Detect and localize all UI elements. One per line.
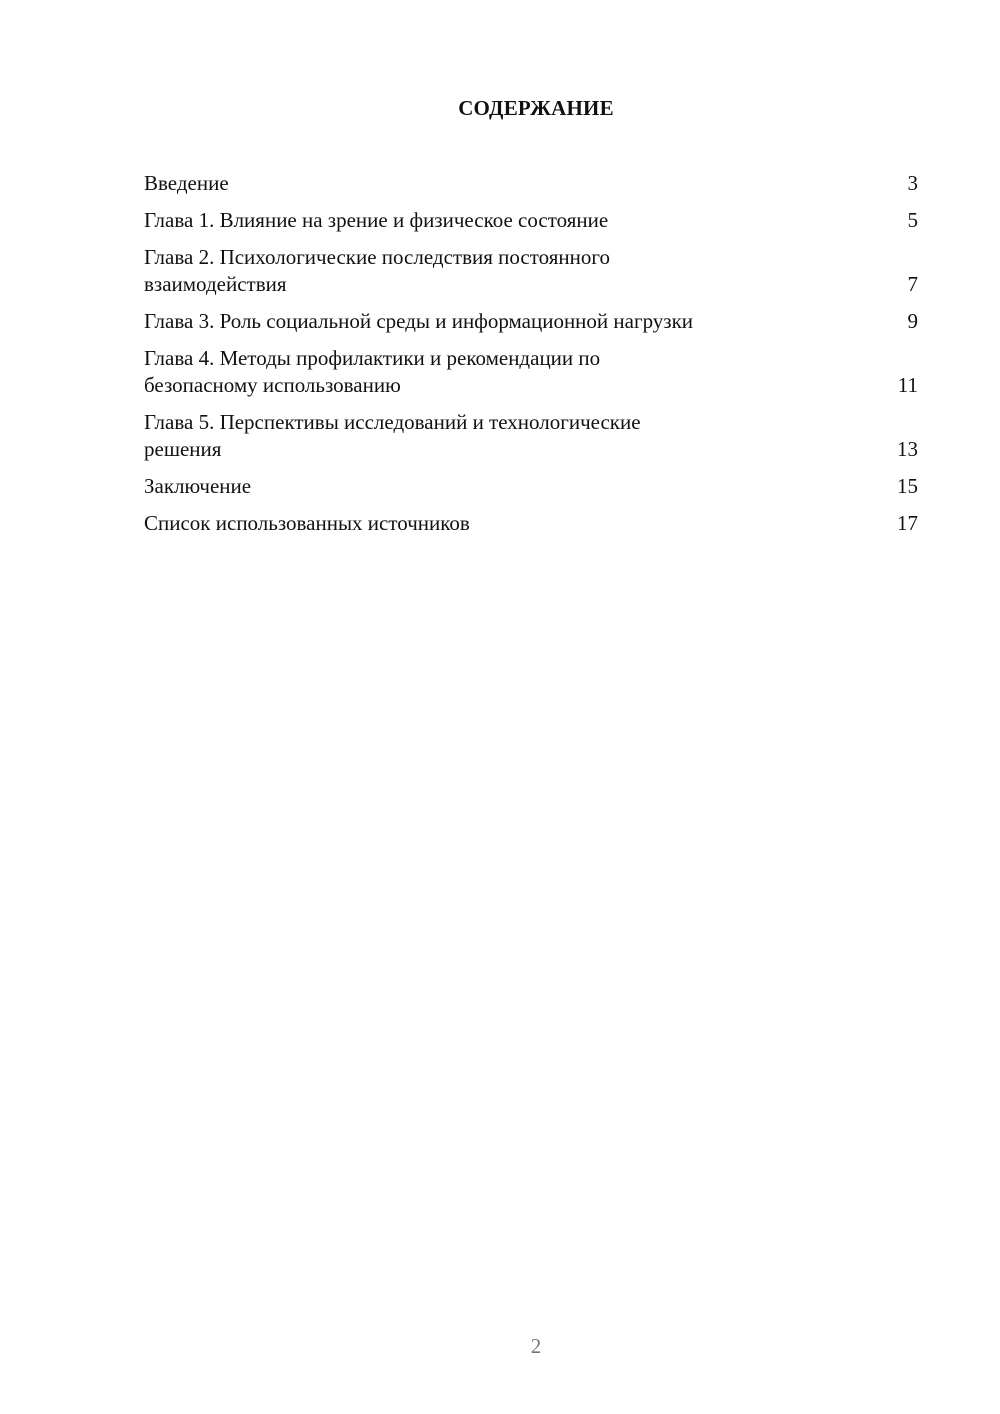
toc-entry-page: 13 — [897, 437, 918, 461]
toc-entry-chapter-4 — [144, 345, 918, 399]
toc-entry-label: Заключение — [144, 474, 252, 498]
toc-entry-label: Глава 5. Перспективы исследований и технологические решения — [144, 410, 641, 461]
toc-entry-page: 5 — [907, 208, 918, 232]
toc-entry-label: Глава 1. Влияние на зрение и физическое состояние — [144, 208, 609, 232]
page-title: СОДЕРЖАНИЕ — [458, 96, 614, 120]
toc-entry-chapter-5 — [144, 409, 918, 463]
toc-entry-references — [144, 510, 918, 537]
toc-entry-page: 15 — [897, 474, 918, 498]
toc-entry-page: 9 — [907, 309, 918, 333]
toc-entry-chapter-2 — [144, 244, 918, 298]
toc-entry-page: 3 — [907, 171, 918, 195]
toc-entry-label: Список использованных источников — [144, 511, 470, 535]
toc-entry-label: Введение — [144, 171, 229, 195]
toc-entry-conclusion — [144, 473, 918, 500]
toc-entry-introduction — [144, 170, 918, 197]
toc-entry-label: Глава 3. Роль социальной среды и информационной нагрузки — [144, 309, 694, 333]
toc-entry-label: Глава 2. Психологические последствия постоянного взаимодействия — [144, 245, 610, 296]
toc-entry-chapter-3 — [144, 308, 918, 335]
toc-entry-page: 17 — [897, 511, 918, 535]
toc-entry-page: 7 — [907, 272, 918, 296]
toc-entry-chapter-1 — [144, 207, 918, 234]
table-of-contents — [144, 170, 918, 547]
page-number: 2 — [530, 1334, 542, 1358]
toc-entry-page: 11 — [897, 373, 918, 397]
toc-entry-label: Глава 4. Методы профилактики и рекомендации по безопасному использованию — [144, 346, 601, 397]
